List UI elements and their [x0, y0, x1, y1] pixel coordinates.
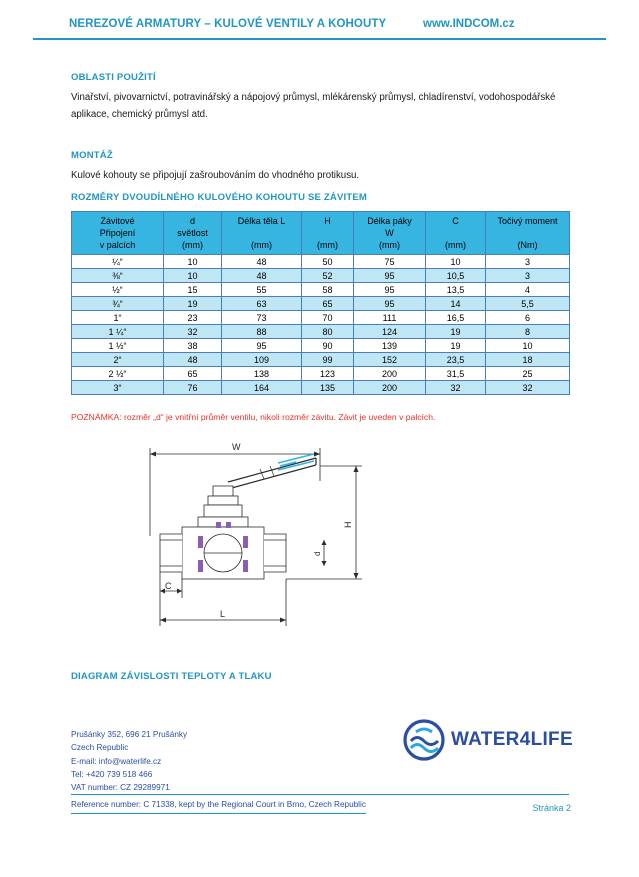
table-cell: 73	[222, 311, 302, 325]
table-cell: 31,5	[426, 367, 486, 381]
table-cell: 95	[354, 269, 426, 283]
page-number: Stránka 2	[532, 803, 571, 813]
table-row	[72, 311, 570, 325]
header-website: www.INDCOM.cz	[423, 18, 515, 30]
table-cell: 19	[426, 339, 486, 353]
section-heading-oblasti: OBLASTI POUŽITÍ	[71, 72, 156, 83]
table-cell: 32	[164, 325, 222, 339]
table-cell: 19	[164, 297, 222, 311]
table-cell: 3	[486, 269, 570, 283]
valve-drawing-svg	[110, 436, 430, 636]
header-line: H	[324, 216, 331, 226]
table-cell: 10	[164, 269, 222, 283]
drawing-label-w: W	[232, 442, 241, 452]
spec-table	[71, 211, 570, 395]
table-cell: 65	[164, 367, 222, 381]
table-header-row	[72, 212, 570, 255]
header-line: (mm)	[182, 240, 203, 251]
spec-table-head	[72, 212, 570, 255]
header-title: NEREZOVÉ ARMATURY – KULOVÉ VENTILY A KOHOUTY	[69, 18, 387, 30]
table-cell: 52	[302, 269, 354, 283]
table-row	[72, 339, 570, 353]
table-cell: 13,5	[426, 283, 486, 297]
drawing-label-c: C	[165, 581, 172, 591]
header-line: C	[452, 216, 459, 226]
valve-technical-drawing	[110, 436, 430, 636]
table-cell: 58	[302, 283, 354, 297]
table-row	[72, 325, 570, 339]
table-cell: 10,5	[426, 269, 486, 283]
drawing-label-d: d	[313, 551, 322, 556]
table-cell: 65	[302, 297, 354, 311]
header-line	[428, 227, 483, 239]
page-header	[33, 18, 606, 44]
table-cell: 23	[164, 311, 222, 325]
footer-email[interactable]: E-mail: info@waterlife.cz	[71, 756, 162, 766]
table-row	[72, 283, 570, 297]
table-cell: 50	[302, 255, 354, 269]
table-cell: 55	[222, 283, 302, 297]
header-line: Připojení	[99, 228, 136, 239]
header-line: světlost	[177, 228, 208, 239]
header-divider	[33, 38, 606, 40]
header-line: Točivý moment	[497, 216, 558, 226]
table-row	[72, 255, 570, 269]
logo-text: WATER4LIFE	[451, 729, 573, 750]
table-cell: ¾“	[72, 297, 164, 311]
table-cell: 76	[164, 381, 222, 395]
table-cell: 16,5	[426, 311, 486, 325]
section-body-oblasti: Vinařství, pivovarnictví, potravinářský a nápojový průmysl, mlékárenský průmysl, chladírenství, vodohospodářské aplikace, chemický průmysl atd.	[71, 92, 556, 120]
table-cell: 4	[486, 283, 570, 297]
table-cell: ⅜“	[72, 269, 164, 283]
table-cell: 164	[222, 381, 302, 395]
table-cell: 138	[222, 367, 302, 381]
header-line: (mm)	[379, 240, 400, 251]
table-cell: 32	[426, 381, 486, 395]
table-cell: 139	[354, 339, 426, 353]
table-header-cell	[426, 212, 486, 255]
section-body-montaz: Kulové kohouty se připojují zašroubováním do vhodného protikusu.	[71, 170, 360, 181]
table-header-cell	[354, 212, 426, 255]
header-line: (mm)	[445, 240, 466, 251]
header-line: (mm)	[317, 240, 338, 251]
table-cell: 200	[354, 381, 426, 395]
table-cell: 1“	[72, 311, 164, 325]
section-heading-diagram: DIAGRAM ZÁVISLOSTI TEPLOTY A TLAKU	[71, 671, 272, 682]
section-heading-rozmery: ROZMĚRY DVOUDÍLNÉHO KULOVÉHO KOHOUTU SE ZÁVITEM	[71, 192, 367, 203]
table-cell: 123	[302, 367, 354, 381]
table-cell: 14	[426, 297, 486, 311]
table-cell: 1 ¼“	[72, 325, 164, 339]
table-cell: 99	[302, 353, 354, 367]
footer-line: Czech Republic	[71, 743, 129, 753]
footer-line: Prušánky 352, 696 21 Prušánky	[71, 730, 188, 739]
table-cell: 95	[354, 297, 426, 311]
header-line: Délka páky	[367, 216, 412, 226]
header-line: Závitové	[100, 216, 135, 226]
table-row	[72, 269, 570, 283]
table-header-cell	[164, 212, 222, 255]
table-cell: 111	[354, 311, 426, 325]
table-cell: 8	[486, 325, 570, 339]
table-row	[72, 381, 570, 395]
table-header-cell	[222, 212, 302, 255]
table-cell: 152	[354, 353, 426, 367]
table-cell: 95	[222, 339, 302, 353]
section-heading-montaz: MONTÁŽ	[71, 150, 113, 161]
table-cell: 48	[164, 353, 222, 367]
table-cell: 75	[354, 255, 426, 269]
table-cell: 1 ½“	[72, 339, 164, 353]
header-line: d	[189, 216, 195, 226]
table-cell: 32	[486, 381, 570, 395]
table-cell: 38	[164, 339, 222, 353]
header-line: v palcích	[99, 240, 136, 251]
header-line	[488, 227, 567, 239]
table-cell: 3“	[72, 381, 164, 395]
footer-reference: Reference number: C 71338, kept by the Regional Court in Brno, Czech Republic	[71, 798, 366, 813]
table-header-cell	[486, 212, 570, 255]
drawing-label-l: L	[220, 609, 226, 619]
table-cell: 2 ½“	[72, 367, 164, 381]
table-cell: 63	[222, 297, 302, 311]
footer-vat: VAT number: CZ 29289971	[71, 783, 170, 793]
table-cell: 95	[354, 283, 426, 297]
footer-phone: Tel: +420 739 518 466	[71, 769, 153, 779]
table-cell: 10	[164, 255, 222, 269]
table-cell: 48	[222, 255, 302, 269]
table-cell: 2“	[72, 353, 164, 367]
spec-table-body	[72, 255, 570, 395]
spec-table-wrapper	[71, 211, 569, 395]
table-cell: 90	[302, 339, 354, 353]
table-cell: 80	[302, 325, 354, 339]
table-cell: 48	[222, 269, 302, 283]
header-line: (mm)	[251, 240, 272, 251]
footer-divider	[71, 794, 569, 795]
table-cell: 109	[222, 353, 302, 367]
table-row	[72, 297, 570, 311]
table-cell: 10	[486, 339, 570, 353]
table-note: POZNÁMKA: rozměr „d“ je vnitřní průměr ventilu, nikoli rozměr závitu. Závit je uveden v palcích.	[71, 412, 436, 422]
header-line: W	[385, 228, 394, 239]
table-cell: 70	[302, 311, 354, 325]
table-cell: 10	[426, 255, 486, 269]
table-cell: 88	[222, 325, 302, 339]
table-cell: 5,5	[486, 297, 570, 311]
table-cell: 6	[486, 311, 570, 325]
header-line	[304, 227, 351, 239]
table-cell: 200	[354, 367, 426, 381]
table-cell: 15	[164, 283, 222, 297]
table-header-cell	[302, 212, 354, 255]
header-line: Délka těla L	[237, 216, 286, 226]
table-row	[72, 367, 570, 381]
header-line	[224, 227, 299, 239]
table-header-cell	[72, 212, 164, 255]
table-cell: 25	[486, 367, 570, 381]
table-row	[72, 353, 570, 367]
table-cell: 23,5	[426, 353, 486, 367]
table-cell: 19	[426, 325, 486, 339]
water4life-logo	[403, 719, 573, 761]
table-cell: 124	[354, 325, 426, 339]
logo-mark-icon	[403, 719, 447, 761]
table-cell: ½“	[72, 283, 164, 297]
table-cell: ¼“	[72, 255, 164, 269]
header-line: (Nm)	[517, 240, 538, 251]
table-cell: 18	[486, 353, 570, 367]
table-cell: 3	[486, 255, 570, 269]
table-cell: 135	[302, 381, 354, 395]
drawing-label-h: H	[343, 521, 353, 528]
